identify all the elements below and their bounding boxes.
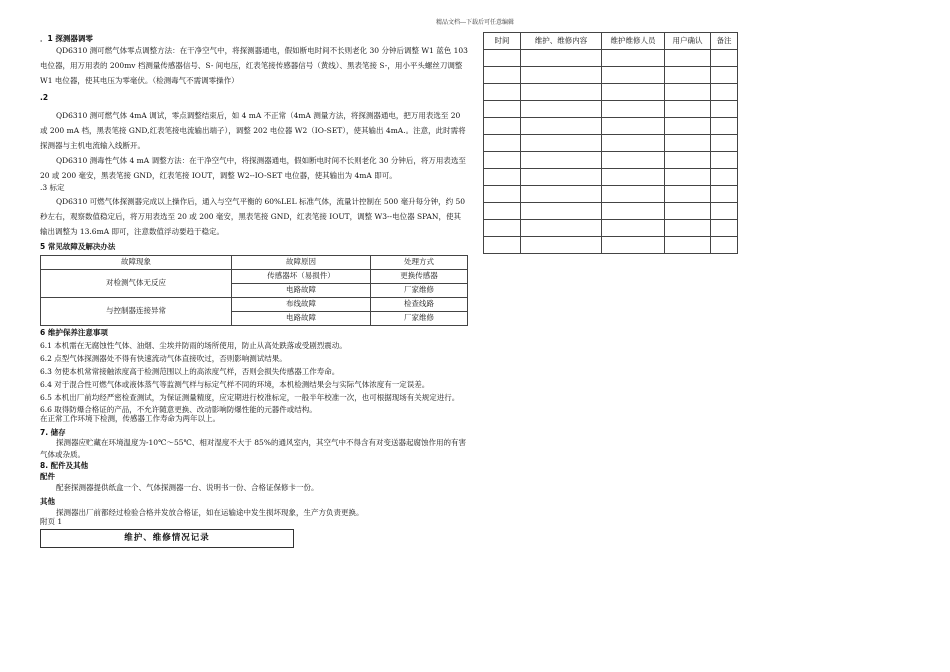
record-cell — [521, 118, 602, 135]
table-row — [484, 169, 738, 186]
record-cell — [711, 169, 738, 186]
record-cell — [484, 203, 521, 220]
section-8-subtitle-accessories: 配件 — [40, 471, 55, 481]
table-row — [484, 152, 738, 169]
section-8-subtitle-other: 其他 — [40, 496, 55, 506]
list-item: 6.4 对于混合性可燃气体或液体蒸气等监测气样与标定气样不同的环境，本机检测结果会与实际气体浓度有一定误差。 — [40, 380, 430, 390]
fault-symptom: 与控制器连接异常 — [41, 297, 232, 325]
section-7-title: 7. 储存 — [40, 428, 66, 437]
right-column — [483, 32, 738, 254]
section-5-title: 5 常见故障及解决办法 — [40, 242, 116, 252]
record-cell — [665, 203, 711, 220]
record-table-header: 时间 — [484, 33, 521, 50]
record-cell — [484, 186, 521, 203]
record-table-header: 维护、维修内容 — [521, 33, 602, 50]
record-cell — [711, 84, 738, 101]
fault-action: 更换传感器 — [371, 269, 468, 283]
fault-cause: 电路故障 — [232, 283, 371, 297]
section-7-paragraph: 探测器应贮藏在环境温度为-10℃～55℃、相对湿度不大于 85%的通风室内，其空气中不得含有对变送器起腐蚀作用的有害气体或杂质。 — [40, 438, 466, 460]
record-cell — [665, 237, 711, 254]
left-column — [40, 34, 468, 548]
record-cell — [484, 50, 521, 67]
table-row — [484, 186, 738, 203]
record-cell — [521, 135, 602, 152]
record-cell — [602, 169, 665, 186]
record-cell — [521, 203, 602, 220]
section-1-paragraph: QD6310 测可燃气体零点调整方法：在干净空气中，将探测器通电，假如断电时间不长则老化 30 分钟后调整 W1 蓝色 103 电位器，用万用表的 200mv 档测量传感器信号、S- 间电压，红表笔接传感器信号（黄线）、黑表笔接 S-，用小平头螺丝刀调整 W1 电位器，使其电压为零毫伏。（检测毒气不需调零操作） — [40, 46, 468, 86]
fault-action: 检查线路 — [371, 297, 468, 311]
record-cell — [602, 237, 665, 254]
record-cell — [521, 169, 602, 186]
fault-symptom: 对检测气体无反应 — [41, 269, 232, 297]
fault-table-header: 故障现象 — [41, 255, 232, 269]
record-cell — [484, 220, 521, 237]
table-row — [484, 50, 738, 67]
record-title: 维护、维修情况记录 — [40, 529, 294, 548]
appendix-label: 附页 1 — [40, 517, 63, 527]
fault-table-header-row — [41, 255, 468, 269]
fault-table — [40, 255, 468, 326]
record-cell — [665, 152, 711, 169]
header-watermark: 精品文档---下载后可任意编辑 — [435, 19, 515, 26]
record-table — [483, 32, 738, 254]
record-table-header: 备注 — [711, 33, 738, 50]
record-table-header: 维护维修人员 — [602, 33, 665, 50]
section-8-paragraph-2: 探测器出厂前都经过检验合格并发放合格证，如在运输途中发生损坏现象，生产方负责更换。 — [56, 507, 364, 517]
record-cell — [665, 84, 711, 101]
record-cell — [484, 101, 521, 118]
record-cell — [484, 237, 521, 254]
section-2-paragraph-1: QD6310 测可燃气体 4mA 调试，零点调整结束后，如 4 mA 不正常（4mA 测量方法，将探测器通电，把万用表选至 20 或 200 mA 档，黑表笔接 GND,红表笔接电流输出端子），调整 202 电位器 W2（IO-SET），使其输出 4mA.。注意，此时需将探测器与主机电流输入线断开。 — [40, 110, 466, 150]
record-cell — [521, 237, 602, 254]
record-cell — [521, 50, 602, 67]
list-item: 6.6 取得防爆合格证的产品，不允许随意更换、改动影响防爆性能的元器件或结构。 — [40, 404, 317, 414]
record-cell — [602, 101, 665, 118]
record-cell — [711, 50, 738, 67]
record-cell — [602, 50, 665, 67]
record-cell — [711, 203, 738, 220]
record-cell — [521, 84, 602, 101]
fault-action: 厂家维修 — [371, 283, 468, 297]
section-2-paragraph-2: QD6310 测毒性气体 4 mA 调整方法：在干净空气中，将探测器通电，假如断电时间不长则老化 30 分钟后，将万用表选至 20 或 200 毫安，黑表笔接 GND，红表笔接 IOUT，调整 W2--IO-SET 电位器，使其输出为 4mA 即可。 — [40, 155, 466, 180]
record-cell — [665, 220, 711, 237]
table-row — [484, 84, 738, 101]
record-cell — [602, 220, 665, 237]
list-item: 6.3 勿使本机常常接触浓度高于检测范围以上的高浓度气样，否则会损失传感器工作寿命。 — [40, 367, 340, 377]
record-cell — [711, 101, 738, 118]
list-item: 6.1 本机需在无腐蚀性气体、油烟、尘埃并防雨的场所使用，防止从高处跌落或受剧烈震动。 — [40, 340, 347, 350]
record-cell — [602, 203, 665, 220]
record-cell — [484, 118, 521, 135]
table-row — [41, 269, 468, 283]
table-row — [484, 118, 738, 135]
record-cell — [521, 152, 602, 169]
fault-table-header: 处理方式 — [371, 255, 468, 269]
fault-table-header: 故障原因 — [232, 255, 371, 269]
table-row — [484, 67, 738, 84]
record-cell — [602, 135, 665, 152]
fault-cause: 布线故障 — [232, 297, 371, 311]
record-cell — [665, 50, 711, 67]
record-cell — [711, 186, 738, 203]
fault-cause: 电路故障 — [232, 311, 371, 325]
record-cell — [665, 67, 711, 84]
fault-cause: 传感器坏（易损件） — [232, 269, 371, 283]
record-cell — [665, 101, 711, 118]
fault-action: 厂家维修 — [371, 311, 468, 325]
section-3-title: .3 标定 — [40, 182, 65, 192]
record-cell — [711, 67, 738, 84]
record-cell — [521, 186, 602, 203]
record-cell — [711, 135, 738, 152]
record-cell — [665, 169, 711, 186]
record-cell — [711, 118, 738, 135]
section-8-paragraph-1: 配套探测器提供纸盒一个、气体探测器一台、说明书一份、合格证保修卡一份。 — [56, 483, 319, 493]
section-3-paragraph: QD6310 可燃气体探测器完成以上操作后，通入与空气平衡的 60%LEL 标准气体，流量计控制在 500 毫升每分钟，约 50 秒左右，观察数值稳定后，将万用表选至 20 或 200 毫安，黑表笔接 GND，红表笔接 IOUT，调整 W3--电位器 SPAN，使其输出调整为 13.6mA 即可，注意数值浮动要趋于稳定。 — [40, 197, 466, 237]
list-item: 6.5 本机出厂前均经严密检查测试，为保证测量精度，应定期进行校准标定，一般半年校准一次，也可根据现场有关规定进行。 — [40, 393, 460, 403]
record-cell — [602, 186, 665, 203]
section-8-title: 8. 配件及其他 — [40, 461, 89, 471]
record-table-header-row — [484, 33, 738, 50]
record-cell — [521, 220, 602, 237]
record-cell — [665, 186, 711, 203]
table-row — [484, 237, 738, 254]
table-row — [484, 220, 738, 237]
record-cell — [484, 84, 521, 101]
record-cell — [602, 67, 665, 84]
table-row — [41, 297, 468, 311]
record-cell — [484, 169, 521, 186]
table-row — [484, 101, 738, 118]
section-6-list — [40, 339, 468, 424]
table-row — [484, 203, 738, 220]
record-cell — [602, 152, 665, 169]
record-cell — [711, 220, 738, 237]
record-cell — [521, 101, 602, 118]
record-cell — [711, 237, 738, 254]
record-cell — [484, 135, 521, 152]
record-cell — [521, 67, 602, 84]
record-table-header: 用户确认 — [665, 33, 711, 50]
table-row — [484, 135, 738, 152]
section-1-title: ．1 探测器调零 — [40, 34, 93, 43]
record-cell — [602, 84, 665, 101]
section-2-title: .2 — [40, 93, 49, 103]
section-6-title: 6 维护保养注意事项 — [40, 327, 108, 337]
record-cell — [665, 135, 711, 152]
record-cell — [665, 118, 711, 135]
record-cell — [484, 67, 521, 84]
record-cell — [484, 152, 521, 169]
list-item: 6.2 点型气体探测器处不得有快速流动气体直接吹过，否则影响测试结果。 — [40, 354, 287, 363]
record-cell — [602, 118, 665, 135]
record-cell — [711, 152, 738, 169]
list-item: 在正常工作环境下检测，传感器工作寿命为两年以上。 — [40, 414, 220, 424]
